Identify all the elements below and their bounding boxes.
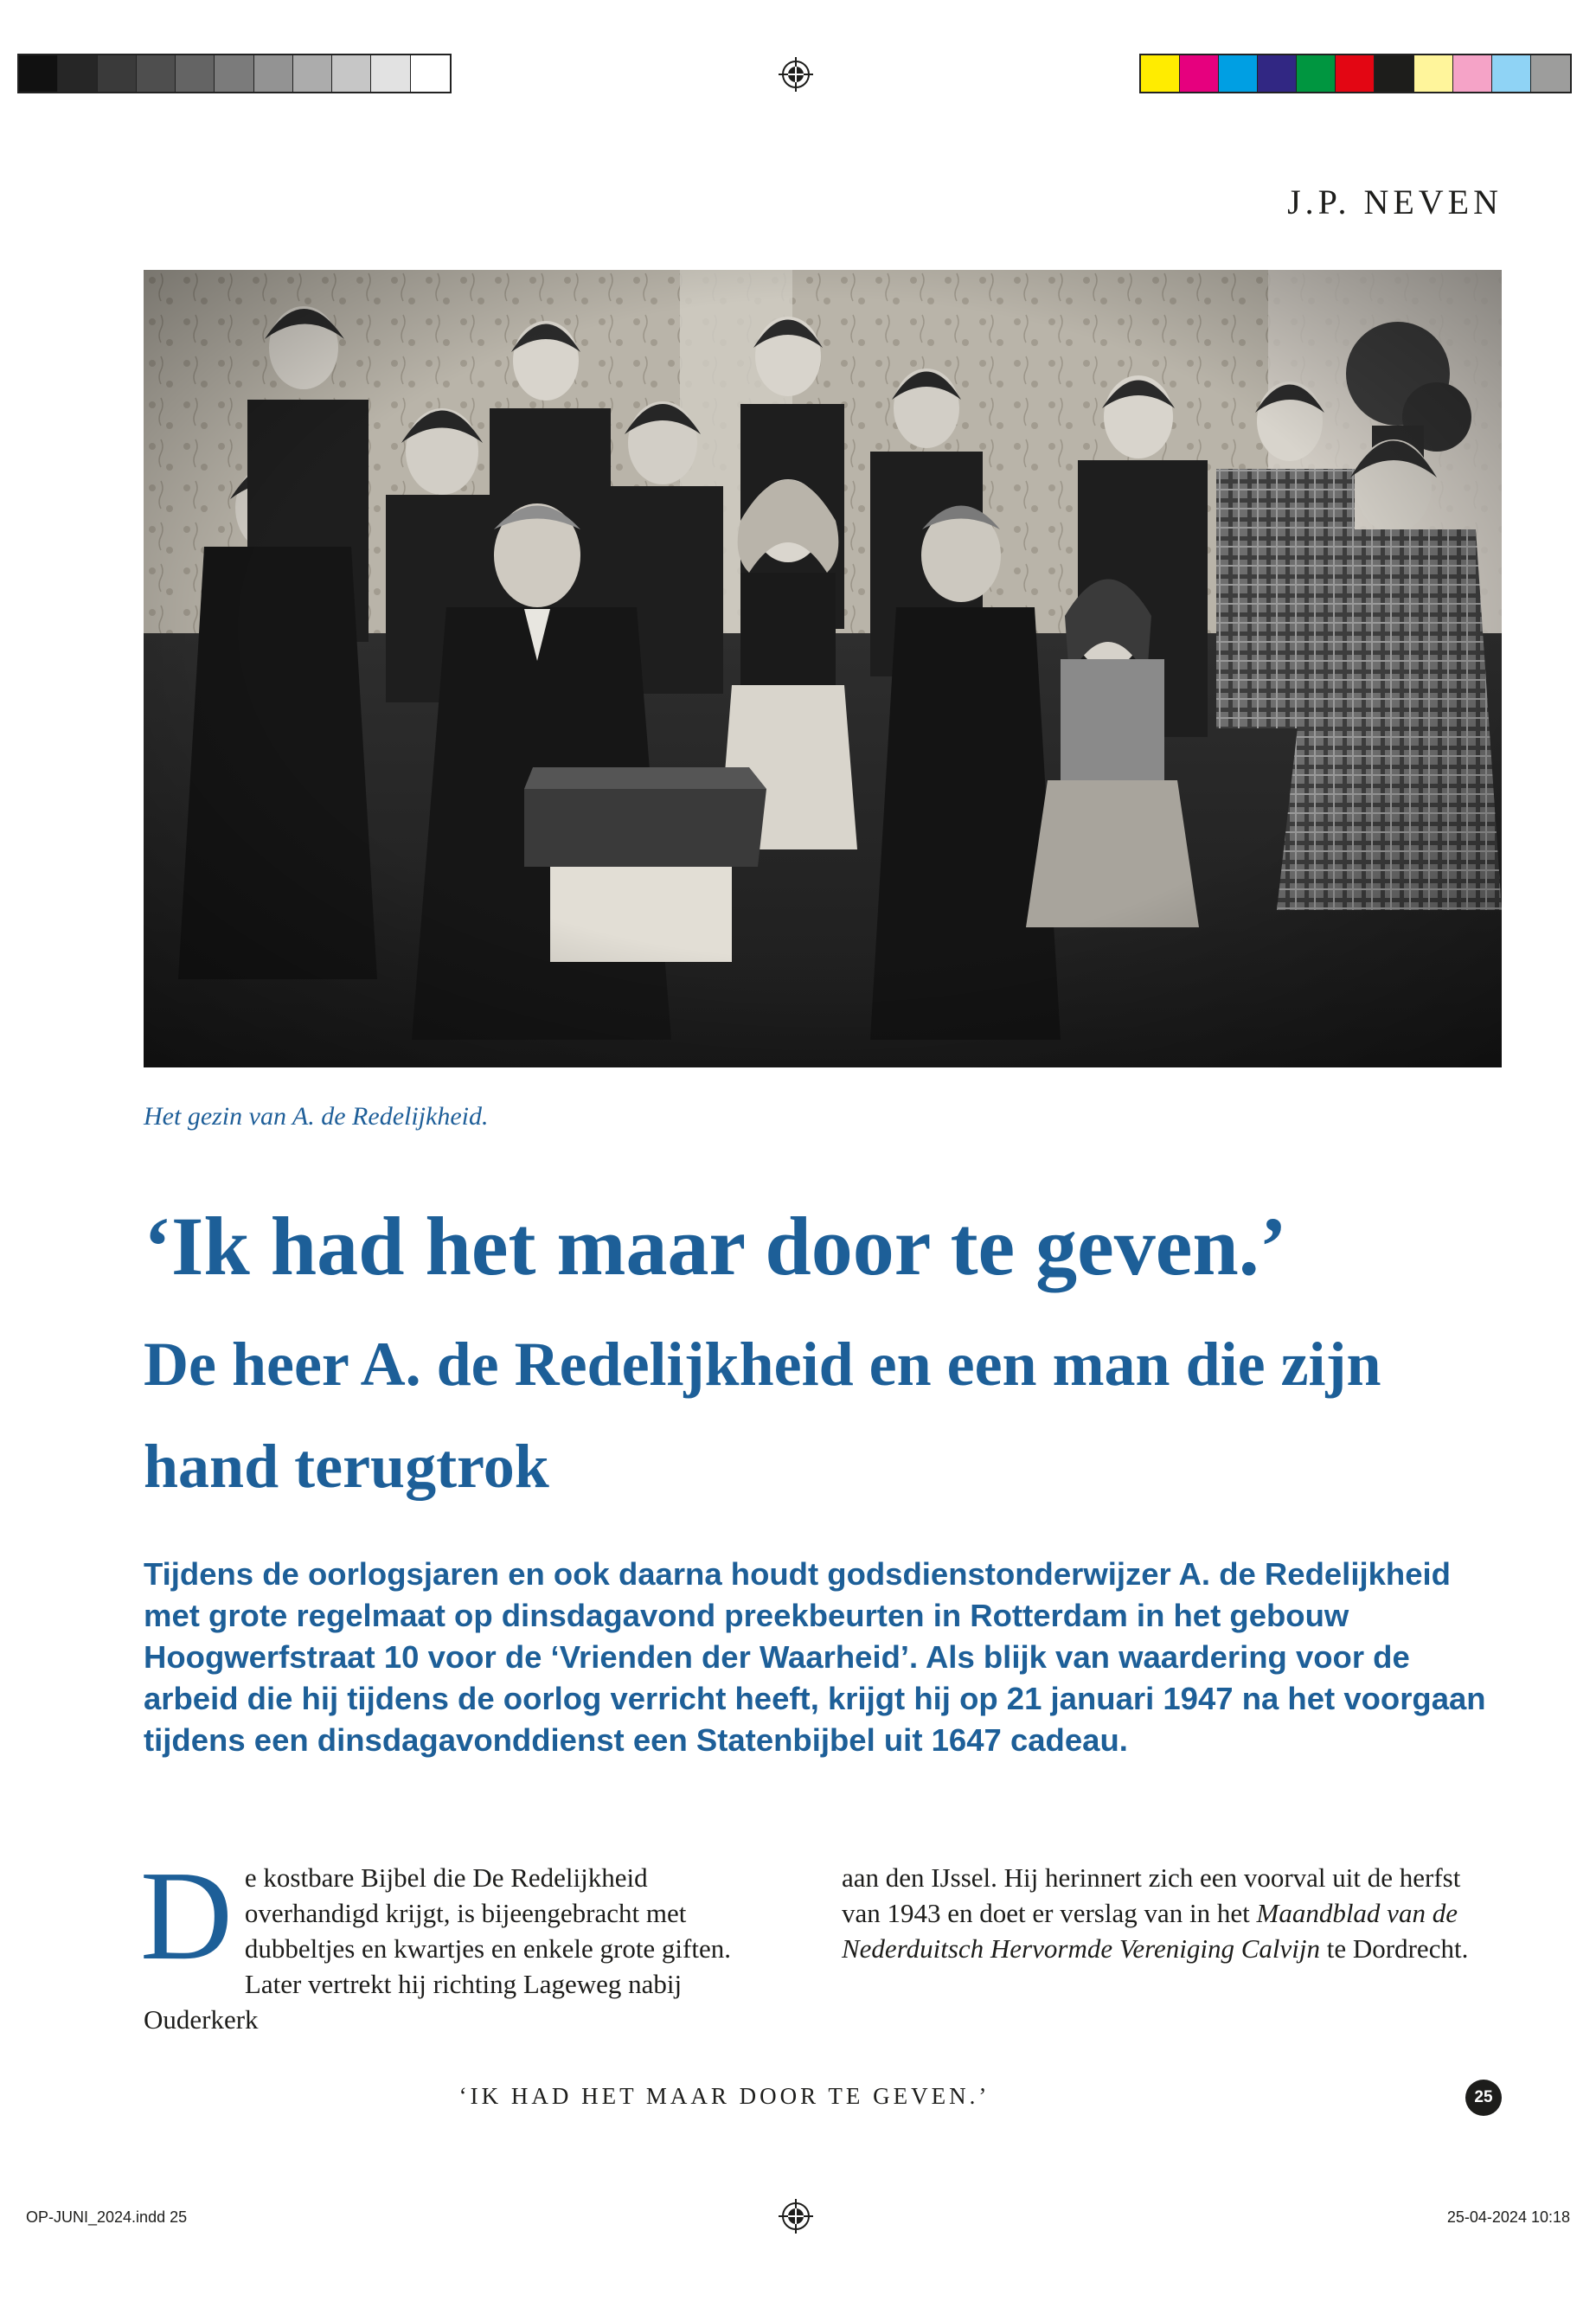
gray-swatch [411, 55, 450, 92]
color-swatch [1180, 55, 1219, 92]
slug-filename: OP-JUNI_2024.indd 25 [26, 2208, 188, 2226]
author-name: J.P. NEVEN [1287, 183, 1503, 221]
color-swatch [1336, 55, 1375, 92]
running-footer [0, 2083, 1596, 2110]
body-column-2-text: aan den IJssel. Hij herinnert zich een voorval uit de herfst van 1943 en doet er verslag van in het [842, 1862, 1461, 1928]
color-swatch [1297, 55, 1336, 92]
color-swatch [1414, 55, 1453, 92]
body-column-2-end: te Dordrecht. [1320, 1933, 1469, 1964]
gray-swatch [137, 55, 176, 92]
gray-swatch [176, 55, 215, 92]
color-swatch [1141, 55, 1180, 92]
color-swatch [1531, 55, 1570, 92]
body-column-2 [842, 1860, 1482, 1966]
color-swatch [1375, 55, 1413, 92]
slug-datetime: 25-04-2024 10:18 [1446, 2208, 1570, 2226]
running-title: ‘IK HAD HET MAAR DOOR TE GEVEN.’ [458, 2083, 990, 2109]
gray-swatch [293, 55, 332, 92]
gray-swatch [58, 55, 97, 92]
registration-mark-top-icon [779, 57, 813, 92]
color-swatch [1219, 55, 1258, 92]
gray-swatch [98, 55, 137, 92]
body-column-1-text: e kostbare Bijbel die De Redelijkheid overhandigd krijgt, is bijeengebracht met dubbeltjes en kwartjes en enkele grote giften. Later vertrekt hij richting Lageweg nabij Ouderkerk [144, 1862, 731, 2035]
gray-swatch [371, 55, 410, 92]
gray-swatch [332, 55, 371, 92]
color-swatch [1453, 55, 1492, 92]
registration-mark-bottom-icon [779, 2199, 813, 2234]
color-swatch [1492, 55, 1531, 92]
article-subtitle: De heer A. de Redelijkheid en een man die zijn hand terugtrok [144, 1330, 1381, 1501]
gray-swatch [19, 55, 58, 92]
color-calibration-bar [1139, 54, 1572, 93]
gray-calibration-bar [17, 54, 452, 93]
article-title: ‘Ik had het maar door te geven.’ [144, 1200, 1287, 1292]
body-column-1 [140, 1845, 784, 2037]
color-swatch [1258, 55, 1297, 92]
page-number-badge: 25 [1465, 2080, 1502, 2116]
gray-swatch [254, 55, 293, 92]
article-lead: Tijdens de oorlogsjaren en ook daarna houdt godsdienstonderwijzer A. de Redelijkheid met grote regelmaat op dinsdagavond preekbeurten in Rotterdam in het gebouw Hoogwerfstraat 10 voor de ‘Vrienden der Waarheid’. Als blijk van waardering voor de arbeid die hij tijdens de oorlog verricht heeft, krijgt hij op 21 januari 1947 na het voorgaan tijdens een dinsdagavonddienst een Statenbijbel uit 1647 cadeau. [144, 1556, 1486, 1758]
publication-name: Maandblad van de Nederduitsch Hervormde Vereniging Calvijn [842, 1898, 1458, 1964]
family-photo [144, 270, 1502, 1067]
drop-cap: D [140, 1845, 233, 1987]
photo-caption: Het gezin van A. de Redelijkheid. [144, 1102, 489, 1131]
gray-swatch [215, 55, 253, 92]
